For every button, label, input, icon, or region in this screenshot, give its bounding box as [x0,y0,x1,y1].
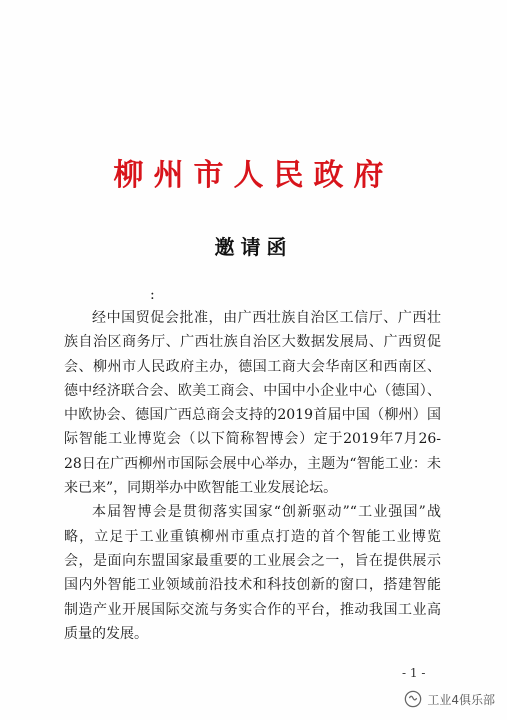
document-title: 邀请函 [214,235,293,259]
salutation: : [150,287,155,303]
body-paragraph: 本届智博会是贯彻落实国家“创新驱动”“工业强国”战略，立足于工业重镇柳州市重点打造的首个智能工业博览会，是面向东盟国家最重要的工业展会之一，旨在提供展示国内外智能工业领域前沿技术和科技创新的窗口，搭建智能制造产业开展国际交流与务实合作的平台，推动我国工业高质量的发展。 [64,504,441,642]
watermark [404,690,495,708]
watermark-label: 工业4俱乐部 [427,692,495,707]
page-number: - 1 - [402,666,426,680]
document-body [64,306,441,646]
body-paragraph: 经中国贸促会批准，由广西壮族自治区工信厅、广西壮族自治区商务厅、广西壮族自治区大数据发展局、广西贸促会、柳州市人民政府主办，德国工商大会华南区和西南区、德中经济联合会、欧美工商会、中国中小企业中心（德国）、中欧协会、德国广西总商会支持的2019首届中国（柳州）国际智能工业博览会（以下简称智博会）定于2019年7月26-28日在广西柳州市国际会展中心举办，主题为“智能工业：未来已来”，同期举办中欧智能工业发展论坛。 [64,310,441,497]
organization-title: 柳州市人民政府 [113,158,394,193]
wechat-channel-icon [404,690,422,708]
